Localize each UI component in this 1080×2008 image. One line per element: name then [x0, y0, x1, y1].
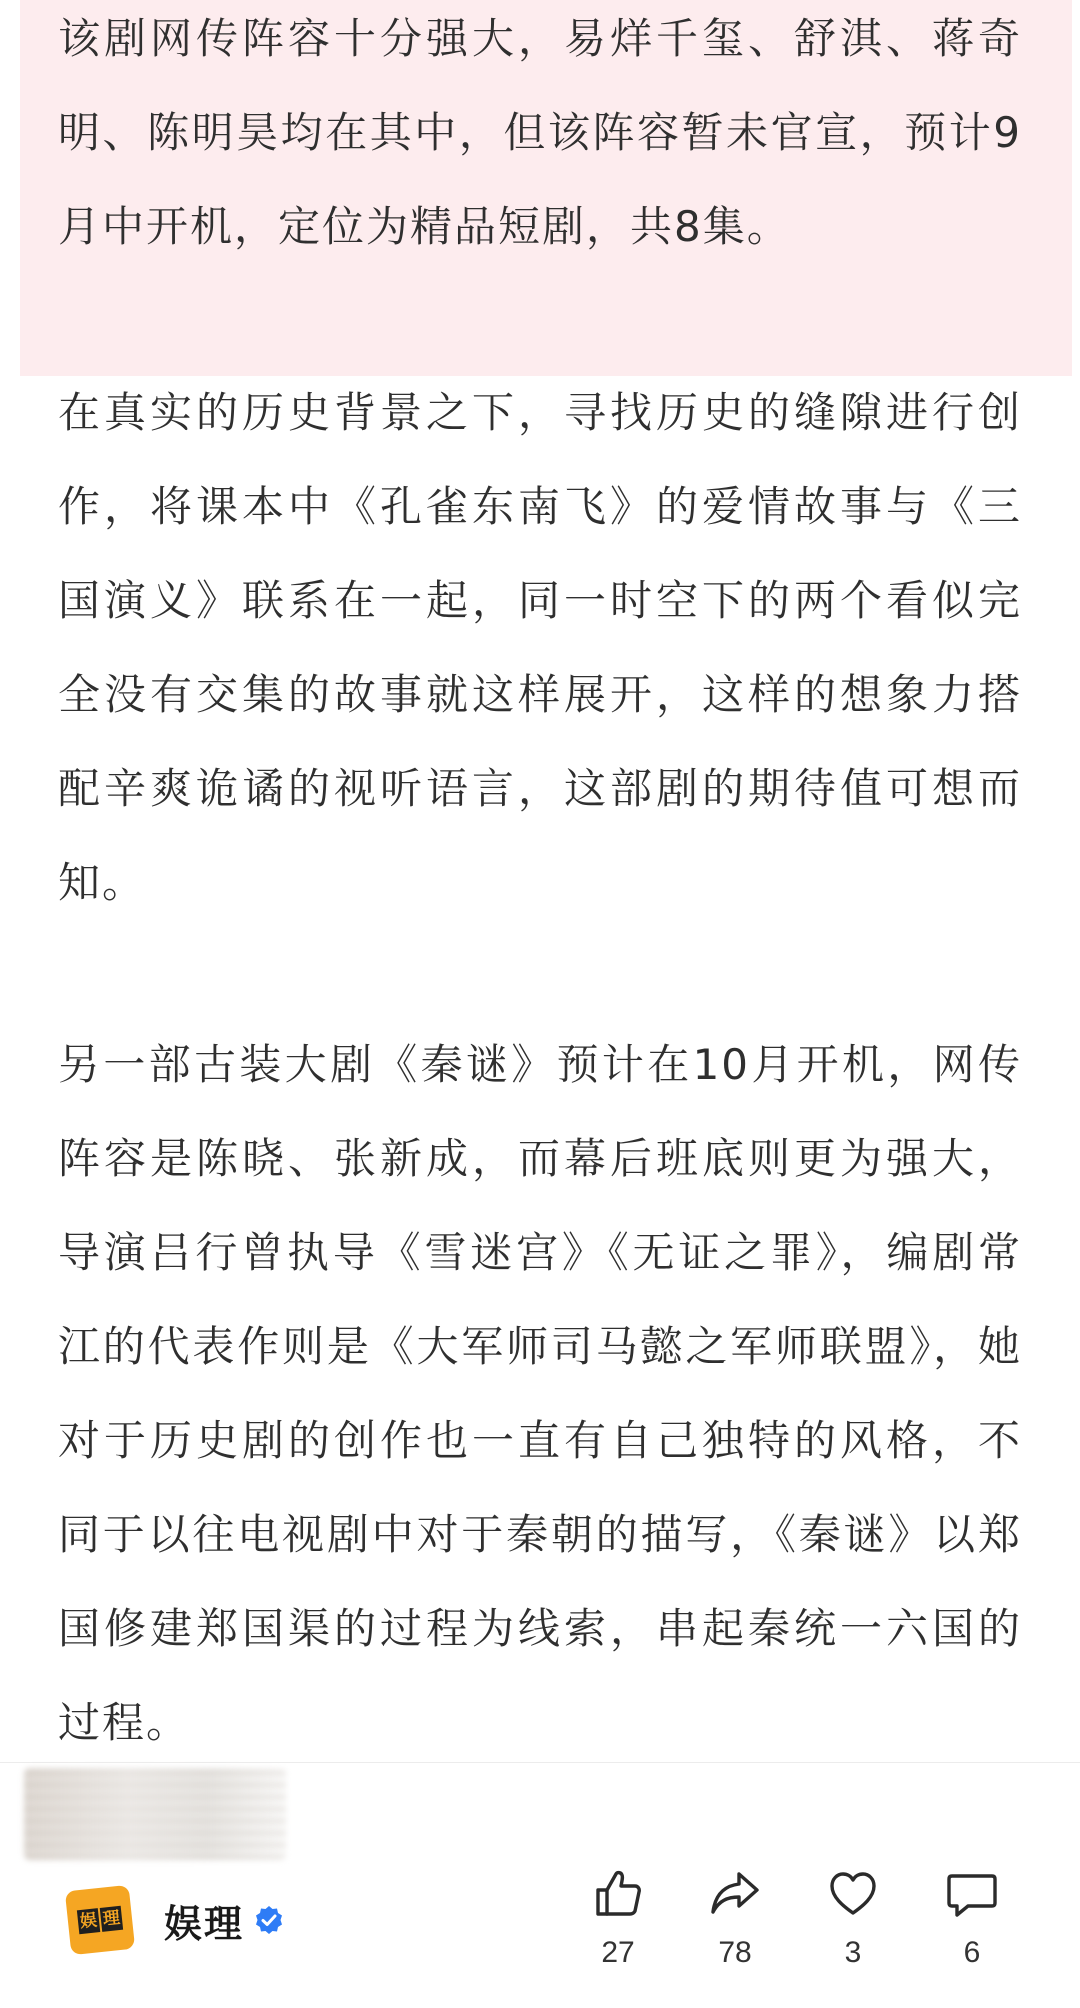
article-paragraph-2: 在真实的历史背景之下，寻找历史的缝隙进行创作，将课本中《孔雀东南飞》的爱情故事与《三国演义》联系在一起，同一时空下的两个看似完全没有交集的故事就这样展开，这样的想象力搭配辛爽诡谲的视听语言，这部剧的期待值可想而知。	[58, 388, 1022, 907]
favorite-button[interactable]	[793, 1866, 913, 1970]
share-count: 78	[718, 1936, 752, 1969]
article-paragraph-1: 该剧网传阵容十分强大，易烊千玺、舒淇、蒋奇明、陈明昊均在其中，但该阵容暂未官宣，预计9月中开机，定位为精品短剧，共8集。	[58, 14, 1022, 251]
share-button[interactable]	[675, 1866, 795, 1970]
account-name[interactable]: 娱理	[164, 1901, 245, 1946]
comment-icon	[944, 1866, 1000, 1922]
article-paragraph-3: 另一部古装大剧《秦谜》预计在10月开机，网传阵容是陈晓、张新成，而幕后班底则更为强大，导演吕行曾执导《雪迷宫》《无证之罪》，编剧常江的代表作则是《大军师司马懿之军师联盟》，她对于历史剧的创作也一直有自己独特的风格，不同于以往电视剧中对于秦朝的描写，《秦谜》以郑国修建郑国渠的过程为线索，串起秦统一六国的过程。	[58, 1040, 1022, 1747]
like-count: 27	[601, 1936, 635, 1969]
footer-divider	[0, 1762, 1080, 1763]
share-icon	[707, 1866, 763, 1922]
thumbs-up-icon	[590, 1866, 646, 1922]
logo-char-2: 理	[100, 1906, 123, 1932]
like-button[interactable]	[558, 1866, 678, 1970]
comment-button[interactable]	[912, 1866, 1032, 1970]
heart-icon	[825, 1866, 881, 1922]
post-footer	[0, 1850, 1080, 2008]
logo-char-1: 娱	[77, 1908, 100, 1934]
engagement-actions	[0, 1866, 1080, 1996]
comment-count: 6	[963, 1936, 981, 1969]
favorite-count: 3	[844, 1936, 862, 1969]
blurred-image-thumbnail	[24, 1768, 286, 1860]
